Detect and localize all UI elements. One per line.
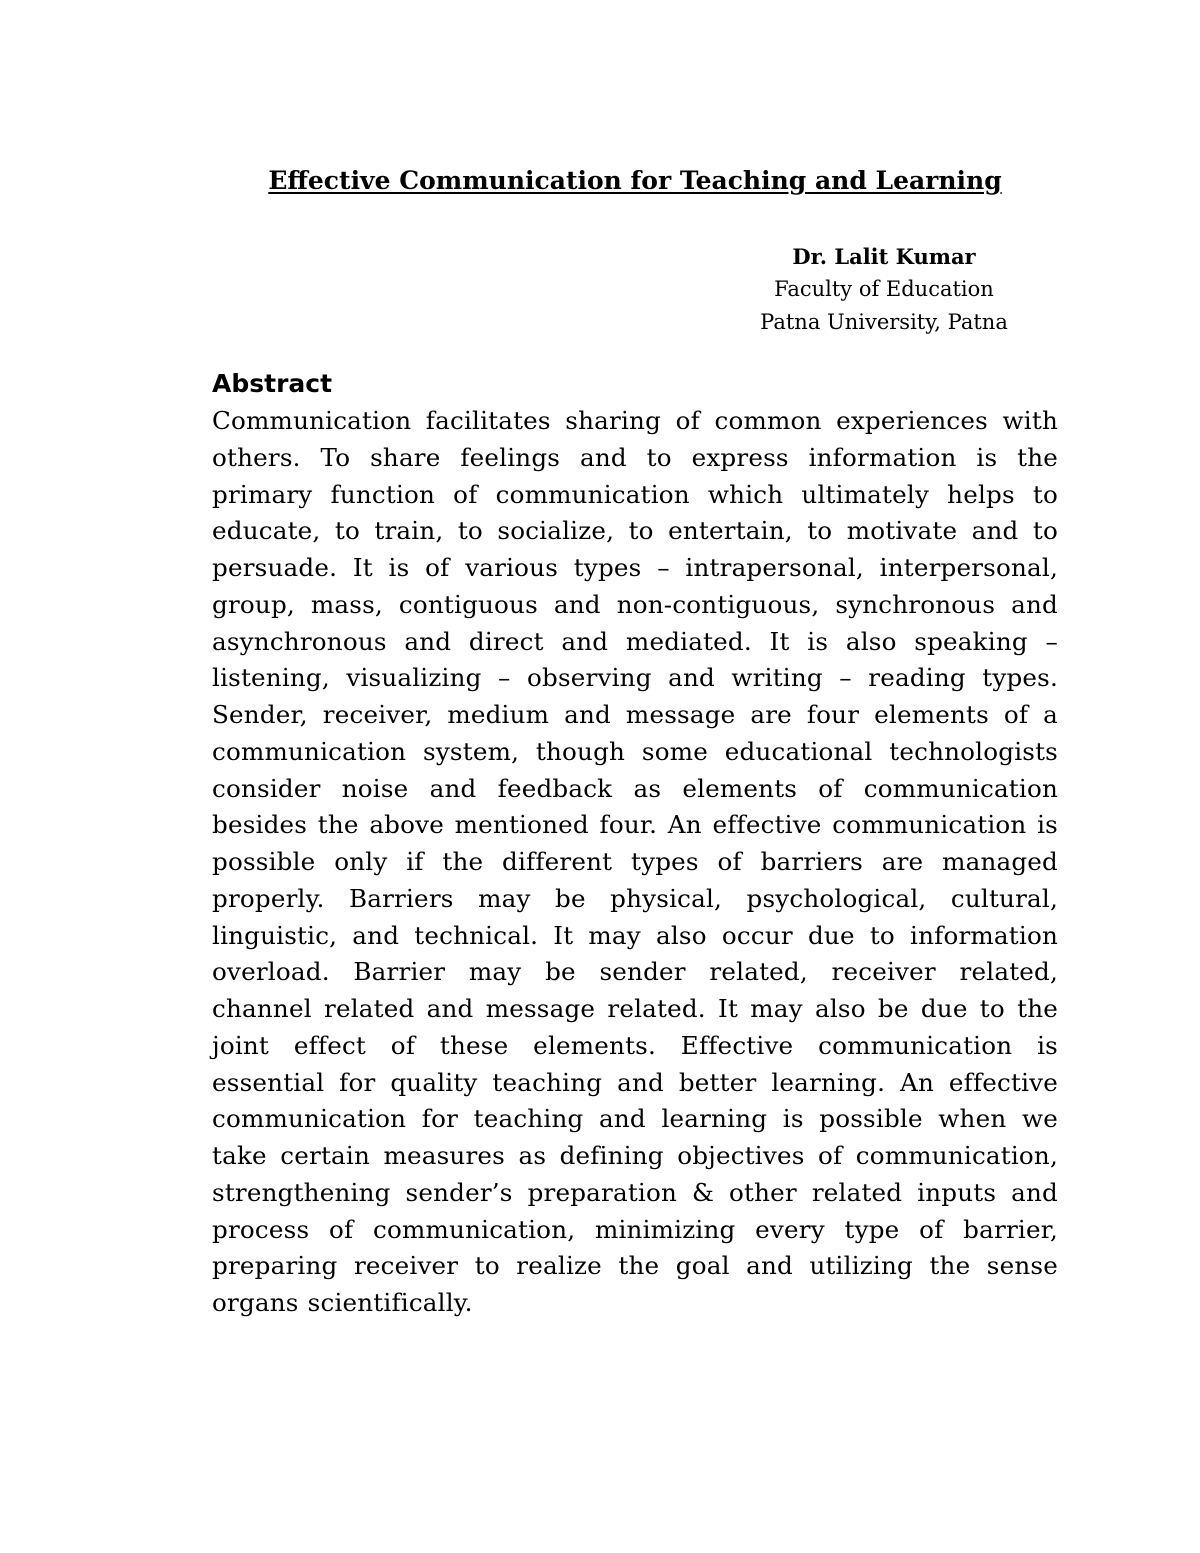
abstract-heading: Abstract	[212, 369, 333, 398]
author-name: Dr. Lalit Kumar	[792, 244, 976, 269]
abstract-text: Communication facilitates sharing of common experiences with others. To share feelings and to express information is the primary function of communication which ultimately helps to educate, to train, to socialize, to entertain, to motivate and to persuade. It is of various types – intrapersonal, interpersonal, group, mass, contiguous and non-contiguous, synchronous and asynchronous and direct and mediated. It is also speaking – listening, visualizing – observing and writing – reading types. Sender, receiver, medium and message are four elements of a communication system, though some educational technologists consider noise and feedback as elements of communication besides the above mentioned four. An effective communication is possible only if the different types of barriers are managed properly. Barriers may be physical, psychological, cultural, linguistic, and technical. It may also occur due to information overload. Barrier may be sender related, receiver related, channel related and message related. It may also be due to the joint effect of these elements. Effective communication is essential for quality teaching and better learning. An effective communication for teaching and learning is possible when we take certain measures as defining objectives of communication, strengthening sender’s preparation & other related inputs and process of communication, minimizing every type of barrier, preparing receiver to realize the goal and utilizing the sense organs scientifically.	[212, 406, 1058, 1317]
author-institution: Patna University, Patna	[760, 310, 1008, 334]
author-block	[620, 240, 1148, 339]
author-department: Faculty of Education	[774, 277, 994, 301]
document-title: Effective Communication for Teaching and Learning	[268, 166, 1002, 195]
